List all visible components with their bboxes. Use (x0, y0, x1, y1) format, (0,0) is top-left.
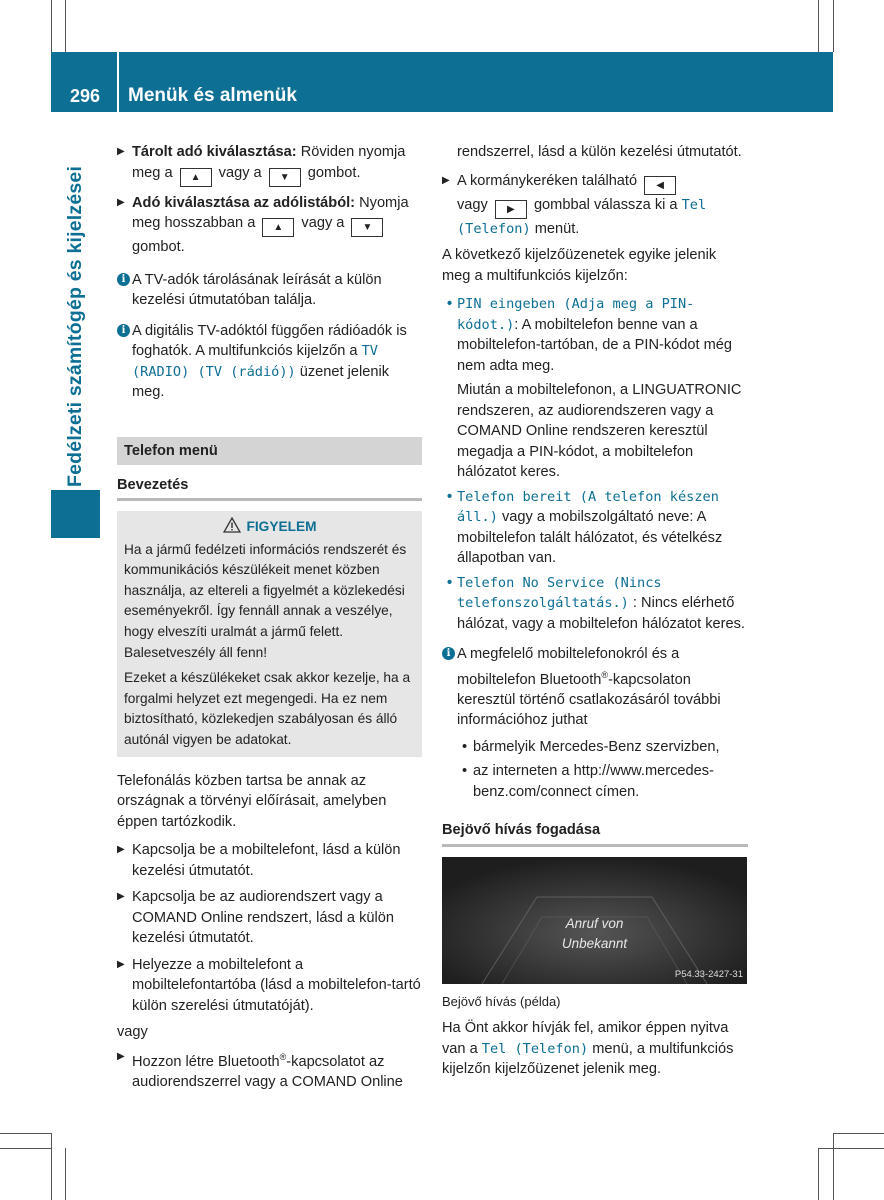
down-key-icon: ▼ (269, 168, 301, 187)
sub-bullet (442, 761, 748, 802)
paragraph-law: Telefonálás közben tartsa be annak az országnak a törvényi előírásait, amelyben éppen tartózkodik. (117, 772, 387, 830)
bullet-text: : A mobiltelefon benne van a mobiltelefon-tartóban, de a PIN-kódot még nem adta meg. (457, 316, 733, 374)
info-icon: i (117, 273, 130, 286)
step-text: gombbal válassza ki a (529, 196, 682, 213)
paragraph-incoming (442, 1018, 748, 1080)
step-text: gombot. (303, 164, 361, 181)
step-text: -kapcsolatot az audiorendszerrel vagy a COMAND Online (132, 1053, 403, 1090)
display-message: TV (RADIO) (TV (rádió)) (132, 343, 378, 380)
side-tab (51, 490, 100, 538)
bullet-text: : Nincs elérhető hálózat, vagy a mobiltelefon hálózatot keres. (457, 595, 745, 632)
right-key-icon: ▶ (495, 200, 527, 219)
info-icon: i (442, 647, 455, 660)
info-text: A TV-adók tárolásának leírását a külön kezelési útmutatóban találja. (132, 271, 382, 308)
step-label: Tárolt adó kiválasztása: (132, 144, 297, 160)
info-text: üzenet jelenik meg. (132, 363, 389, 400)
step-place-phone (117, 955, 422, 1017)
paragraph-text: menü, a multifunkciós kijelzőn kijelzőüzenet jelenik meg. (442, 1040, 734, 1078)
arrow-icon: ▶ (117, 844, 125, 856)
up-key-icon: ▲ (180, 168, 212, 187)
arrow-icon: ▶ (117, 196, 125, 208)
step-text: vagy a (297, 215, 349, 231)
bullet-dot: • (447, 296, 453, 312)
step-switch-on-phone (117, 840, 422, 881)
step-bluetooth (117, 1047, 422, 1093)
bullet-no-service (442, 573, 748, 635)
step-text: vagy (457, 196, 492, 213)
step-text: vagy a (214, 164, 266, 181)
continued-text: rendszerrel, lásd a külön kezelési útmutatót. (457, 144, 742, 160)
step-text: Nyomja meg hosszabban a (132, 194, 409, 231)
crop-mark (833, 1133, 884, 1134)
step-text: Hozzon létre Bluetooth (132, 1053, 280, 1070)
warning-paragraph: Ezeket a készülékeket csak akkor kezelje, ha a forgalmi helyzet ezt megengedi. Ha ez nem biztosítható, közlekedjen szabályosan és álló autónál vigyen be adatokat. (124, 670, 411, 747)
info-icon: i (117, 324, 130, 337)
display-message: Tel (Telefon) (457, 196, 707, 237)
step-label: Adó kiválasztása az adólistából: (132, 194, 356, 211)
warning-header (124, 517, 415, 538)
crop-mark (51, 1133, 52, 1200)
display-message: Telefon No Service (Nincs telefonszolgáltatás.) (457, 574, 662, 611)
page-title: Menük és almenük (128, 85, 297, 106)
crop-mark (818, 1148, 884, 1149)
bullet-pin (442, 294, 748, 376)
figure-caption: Bejövő hívás (példa) (442, 993, 561, 1009)
bullet-extra-text: Miután a mobiltelefonon, a LINGUATRONIC rendszeren, az audiorendszeren vagy a COMAND Online rendszeren keresztül megadja a PIN-kódot, a mobiltelefon hálózatot keres. (457, 382, 742, 480)
sub-bullet-text: bármelyik Mercedes-Benz szervizben, (473, 738, 720, 755)
paragraph-text: Ha Önt akkor hívják fel, amikor éppen nyitva van a (442, 1020, 729, 1057)
up-key-icon: ▲ (262, 218, 294, 237)
info-text: -kapcsolaton keresztül történő csatlakozásáról további információhoz juthat (457, 671, 721, 729)
bullet-dot: • (462, 763, 468, 780)
info-text: A digitális TV-adóktól függően rádióadók is foghatók. A multifunkciós kijelzőn a (132, 322, 407, 359)
crop-mark (51, 0, 52, 52)
crop-mark (65, 1148, 66, 1200)
left-key-icon: ◀ (644, 176, 676, 195)
crop-mark (818, 0, 819, 52)
header-divider (117, 52, 119, 112)
crop-mark (818, 1148, 819, 1200)
step-text: A kormánykeréken található (457, 172, 642, 189)
display-message: Tel (Telefon) (481, 1040, 589, 1057)
display-screenshot (442, 857, 747, 984)
step-stored-station (117, 142, 422, 187)
step-station-list (117, 193, 422, 258)
sub-bullet (442, 737, 748, 758)
step-select-tel-menu (442, 171, 748, 240)
crop-mark (833, 0, 834, 52)
left-column (117, 142, 422, 1098)
crop-mark (0, 1148, 51, 1149)
arrow-icon: ▶ (117, 891, 125, 903)
sub-bullet-text: az interneten a http://www.mercedes-benz.com/connect címen. (473, 763, 714, 800)
step-text: Röviden nyomja meg a (132, 144, 406, 181)
warning-box (117, 511, 422, 757)
paragraph-messages: A következő kijelzőüzenetek egyike jelenik meg a multifunkciós kijelzőn: (442, 247, 717, 284)
step-text: Kapcsolja be a mobiltelefont, lásd a külön kezelési útmutatót. (132, 842, 401, 879)
warning-title: FIGYELEM (246, 519, 317, 534)
bullet-text: vagy a mobilszolgáltató neve: A mobiltelefon talált hálózatot, és vételkész állapotban van. (457, 509, 723, 566)
side-chapter-title: Fedélzeti számítógép és kijelzései (64, 165, 86, 487)
arrow-icon: ▶ (117, 1050, 125, 1062)
display-message: PIN eingeben (Adja meg a PIN-kódot.) (457, 296, 695, 333)
section-heading: Telefon menü (117, 437, 422, 465)
crop-mark (0, 1133, 51, 1134)
step-text: Helyezze a mobiltelefont a mobiltelefontartóba (lásd a mobiltelefon-tartó külön szerelési útmutatóját). (132, 956, 421, 1014)
bullet-dot: • (447, 574, 453, 591)
crop-mark (833, 1133, 834, 1200)
down-key-icon: ▼ (351, 218, 383, 237)
figure-code: P54.33-2427-31 (674, 968, 743, 980)
step-switch-on-audio (117, 887, 422, 949)
step-text: menüt. (530, 220, 580, 237)
display-message: Telefon bereit (A telefon készen áll.) (457, 488, 719, 525)
arrow-icon: ▶ (442, 174, 450, 186)
subsection-heading: Bejövő hívás fogadása (442, 820, 748, 847)
info-tv-stations (117, 270, 422, 311)
subsection-heading: Bevezetés (117, 475, 422, 502)
warning-paragraph: Ha a jármű fedélzeti információs rendszerét és kommunikációs készülékeit menet közben használja, az eltereli a figyelmét a közlekedési eseményekről. Így fennáll annak a veszélye, hogy elveszíti uralmát a jármű felett. Balesetveszély áll fenn! (124, 541, 407, 660)
info-digital-tv (117, 321, 422, 403)
registered-mark: ® (279, 1051, 287, 1062)
crop-mark (65, 0, 66, 52)
bullet-dot: • (447, 488, 453, 505)
info-compatible-phones (442, 644, 748, 731)
info-text: A megfelelő mobiltelefonokról és a mobiltelefon Bluetooth (457, 646, 680, 688)
registered-mark: ® (601, 669, 609, 680)
page-number: 296 (70, 86, 101, 106)
arrow-icon: ▶ (117, 958, 125, 970)
step-text: Kapcsolja be az audiorendszert vagy a COMAND Online rendszert, lásd a külön kezelési útmutatót. (132, 889, 394, 947)
or-text: vagy (117, 1024, 148, 1041)
display-line-1: Anruf von (565, 915, 624, 931)
display-line-2: Unbekannt (561, 935, 628, 951)
arrow-icon: ▶ (117, 146, 125, 157)
step-text: gombot. (132, 239, 185, 255)
bullet-dot: • (462, 738, 468, 755)
warning-triangle-icon (223, 517, 241, 533)
right-column (442, 142, 748, 1088)
bullet-phone-ready (442, 487, 748, 569)
